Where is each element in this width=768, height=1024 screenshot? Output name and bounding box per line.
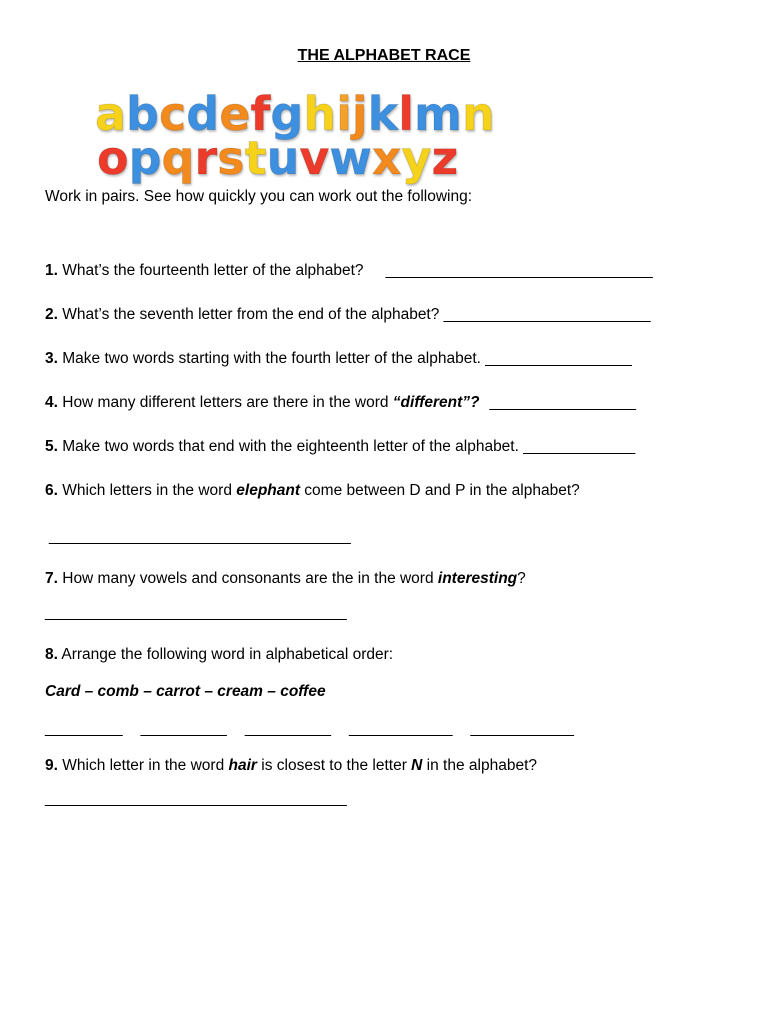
- alphabet-letter-h: h: [303, 87, 336, 141]
- alphabet-letter-v: v: [299, 131, 329, 185]
- alphabet-letter-k: k: [367, 87, 398, 141]
- alphabet-letter-c: c: [158, 87, 186, 141]
- question-4: [45, 394, 636, 412]
- answer-blank[interactable]: ____________: [470, 720, 574, 737]
- answer-blank[interactable]: _________: [45, 720, 123, 737]
- alphabet-letter-e: e: [219, 87, 250, 141]
- worksheet-title: THE ALPHABET RACE: [297, 47, 471, 64]
- alphabet-letter-a: a: [95, 87, 126, 141]
- alphabet-letter-d: d: [186, 87, 219, 141]
- question-keyword: N: [411, 757, 423, 774]
- question-3: [45, 350, 632, 368]
- question-text: How many different letters are there in the word: [57, 394, 393, 411]
- question-number: 3.: [45, 350, 58, 367]
- question-8: [45, 646, 393, 664]
- question-2: [45, 306, 651, 324]
- alphabet-letter-u: u: [266, 131, 299, 185]
- alphabet-row-2: [97, 131, 458, 185]
- question-text: Make two words that end with the eighteenth letter of the alphabet.: [57, 438, 524, 455]
- alphabet-letter-f: f: [250, 87, 270, 141]
- alphabet-letter-t: t: [244, 131, 266, 185]
- question-keyword: interesting: [437, 570, 518, 587]
- question-text: ?: [517, 570, 526, 587]
- answer-blank[interactable]: ________________________: [443, 306, 651, 323]
- question-text: in the alphabet?: [422, 757, 537, 774]
- question-number: 8.: [45, 646, 58, 663]
- question-text: come between D and P in the alphabet?: [300, 482, 580, 499]
- alphabet-letter-b: b: [126, 87, 158, 141]
- question-text: Which letter in the word: [57, 757, 229, 774]
- alphabet-letter-m: m: [414, 87, 461, 141]
- alphabet-letter-p: p: [128, 131, 161, 185]
- alphabet-letter-x: x: [371, 131, 401, 185]
- answer-blank[interactable]: _______________________________: [385, 262, 653, 279]
- answer-blank-6[interactable]: ___________________________________: [49, 528, 351, 545]
- answer-blank[interactable]: __________: [244, 720, 332, 737]
- question-number: 7.: [45, 570, 58, 587]
- question-number: 2.: [45, 306, 58, 323]
- question-number: 5.: [45, 438, 58, 455]
- word-list: Card – comb – carrot – cream – coffee: [45, 683, 326, 700]
- question-text: Which letters in the word: [57, 482, 237, 499]
- question-text: Arrange the following word in alphabetical order:: [57, 646, 394, 663]
- question-text: How many vowels and consonants are the in the word: [57, 570, 438, 587]
- question-7: [45, 570, 526, 588]
- alphabet-letter-y: y: [401, 131, 431, 185]
- question-text: What’s the fourteenth letter of the alphabet?: [57, 262, 364, 279]
- alphabet-letter-i: i: [336, 87, 351, 141]
- question-9: [45, 757, 537, 775]
- answer-blank[interactable]: _________________: [489, 394, 637, 411]
- alphabet-letter-g: g: [270, 87, 303, 141]
- answer-blank[interactable]: ____________: [349, 720, 453, 737]
- question-number: 6.: [45, 482, 58, 499]
- question-1: [45, 262, 653, 280]
- alphabet-letter-n: n: [461, 87, 494, 141]
- alphabet-letter-j: j: [351, 87, 367, 141]
- alphabet-row-1: [95, 87, 495, 141]
- question-text: is closest to the letter: [256, 757, 412, 774]
- alphabet-letter-s: s: [217, 131, 244, 185]
- answer-blanks-8: [45, 720, 574, 738]
- alphabet-letter-q: q: [161, 131, 194, 185]
- question-number: 1.: [45, 262, 58, 279]
- answer-blank[interactable]: _________________: [485, 350, 632, 367]
- question-keyword: hair: [228, 757, 257, 774]
- question-keyword: “different”?: [392, 394, 480, 411]
- question-number: 9.: [45, 757, 58, 774]
- question-6: [45, 482, 580, 500]
- question-text: Make two words starting with the fourth letter of the alphabet.: [57, 350, 486, 367]
- question-text: What’s the seventh letter from the end of the alphabet?: [57, 306, 444, 323]
- question-keyword: elephant: [236, 482, 300, 499]
- question-5: [45, 438, 635, 456]
- question-number: 4.: [45, 394, 58, 411]
- alphabet-letter-o: o: [97, 131, 128, 185]
- answer-blank[interactable]: __________: [140, 720, 227, 737]
- alphabet-letter-w: w: [329, 131, 371, 185]
- answer-blank-7[interactable]: ___________________________________: [45, 604, 347, 621]
- answer-blank[interactable]: _____________: [523, 438, 636, 455]
- alphabet-letter-r: r: [194, 131, 217, 185]
- intro-text: Work in pairs. See how quickly you can work out the following:: [45, 188, 473, 205]
- alphabet-letter-l: l: [398, 87, 414, 141]
- answer-blank-9[interactable]: ___________________________________: [45, 790, 347, 807]
- alphabet-letter-z: z: [431, 131, 458, 185]
